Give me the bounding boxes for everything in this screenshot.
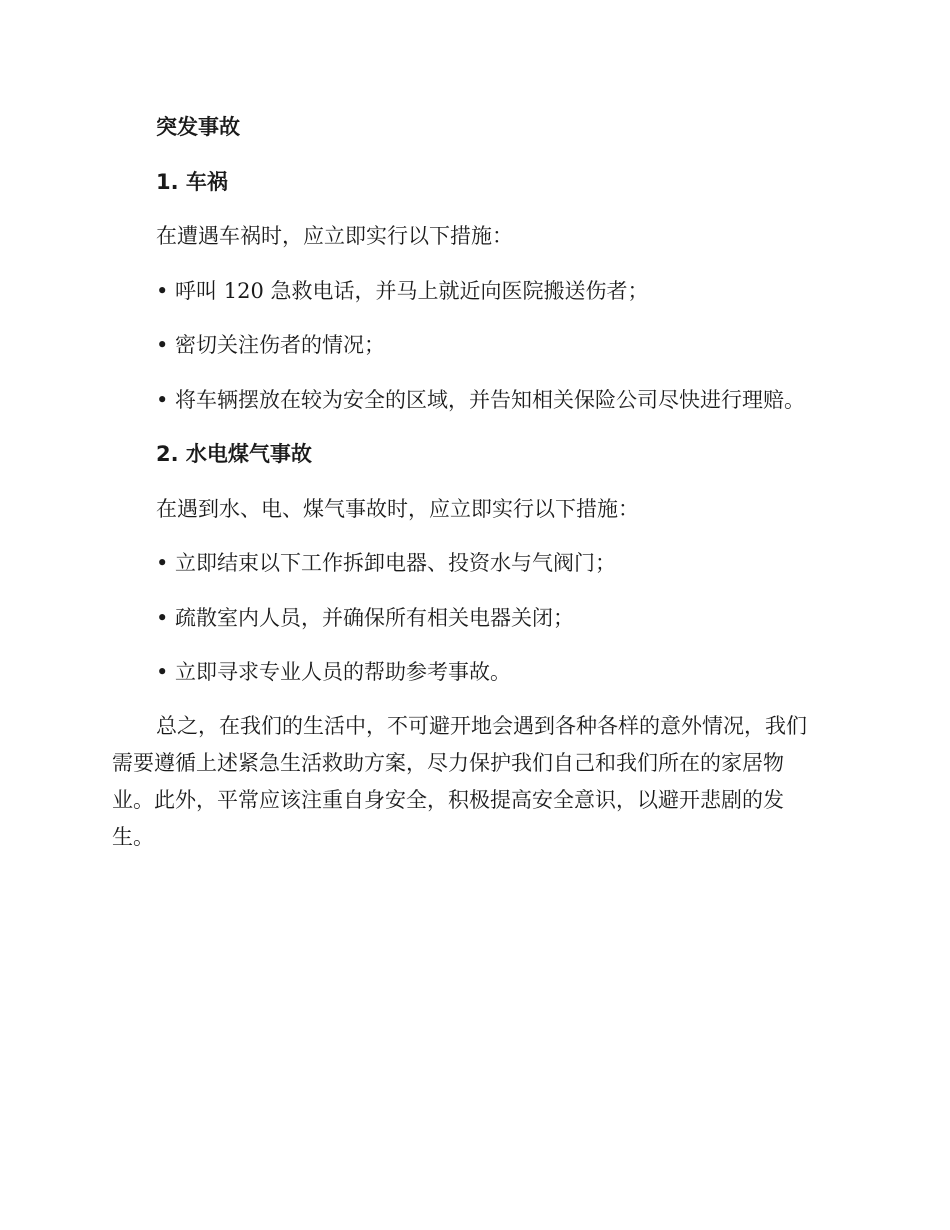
conclusion-line: 需要遵循上述紧急生活救助方案，尽力保护我们自己和我们所在的家居物 [112,750,784,775]
utility-accident-intro: 在遇到水、电、煤气事故时，应立即实行以下措施： [156,496,639,521]
heading-utility-accident: 2. 水电煤气事故 [156,442,312,466]
section-title: 突发事故 [156,115,240,139]
utility-accident-bullet: • 立即结束以下工作拆卸电器、投资水与气阀门； [156,551,617,575]
car-accident-bullet: • 密切关注伤者的情况； [156,333,386,357]
car-accident-intro: 在遭遇车祸时，应立即实行以下措施： [156,224,513,248]
utility-accident-bullet: • 疏散室内人员，并确保所有相关电器关闭； [156,605,575,630]
car-accident-bullet: • 将车辆摆放在较为安全的区域，并告知相关保险公司尽快进行理赔。 [156,387,806,412]
conclusion-line: 生。 [112,824,154,849]
conclusion-paragraph [112,708,836,856]
conclusion-line: 业。此外，平常应该注重自身安全，积极提高安全意识，以避开悲剧的发 [112,787,784,812]
document-body [112,108,836,856]
heading-car-accident: 1. 车祸 [156,169,228,194]
utility-accident-bullet: • 立即寻求专业人员的帮助参考事故。 [156,660,512,684]
conclusion-line: 总之，在我们的生活中，不可避开地会遇到各种各样的意外情况，我们 [156,713,807,738]
car-accident-bullet: • 呼叫 120 急救电话，并马上就近向医院搬送伤者； [156,278,649,303]
